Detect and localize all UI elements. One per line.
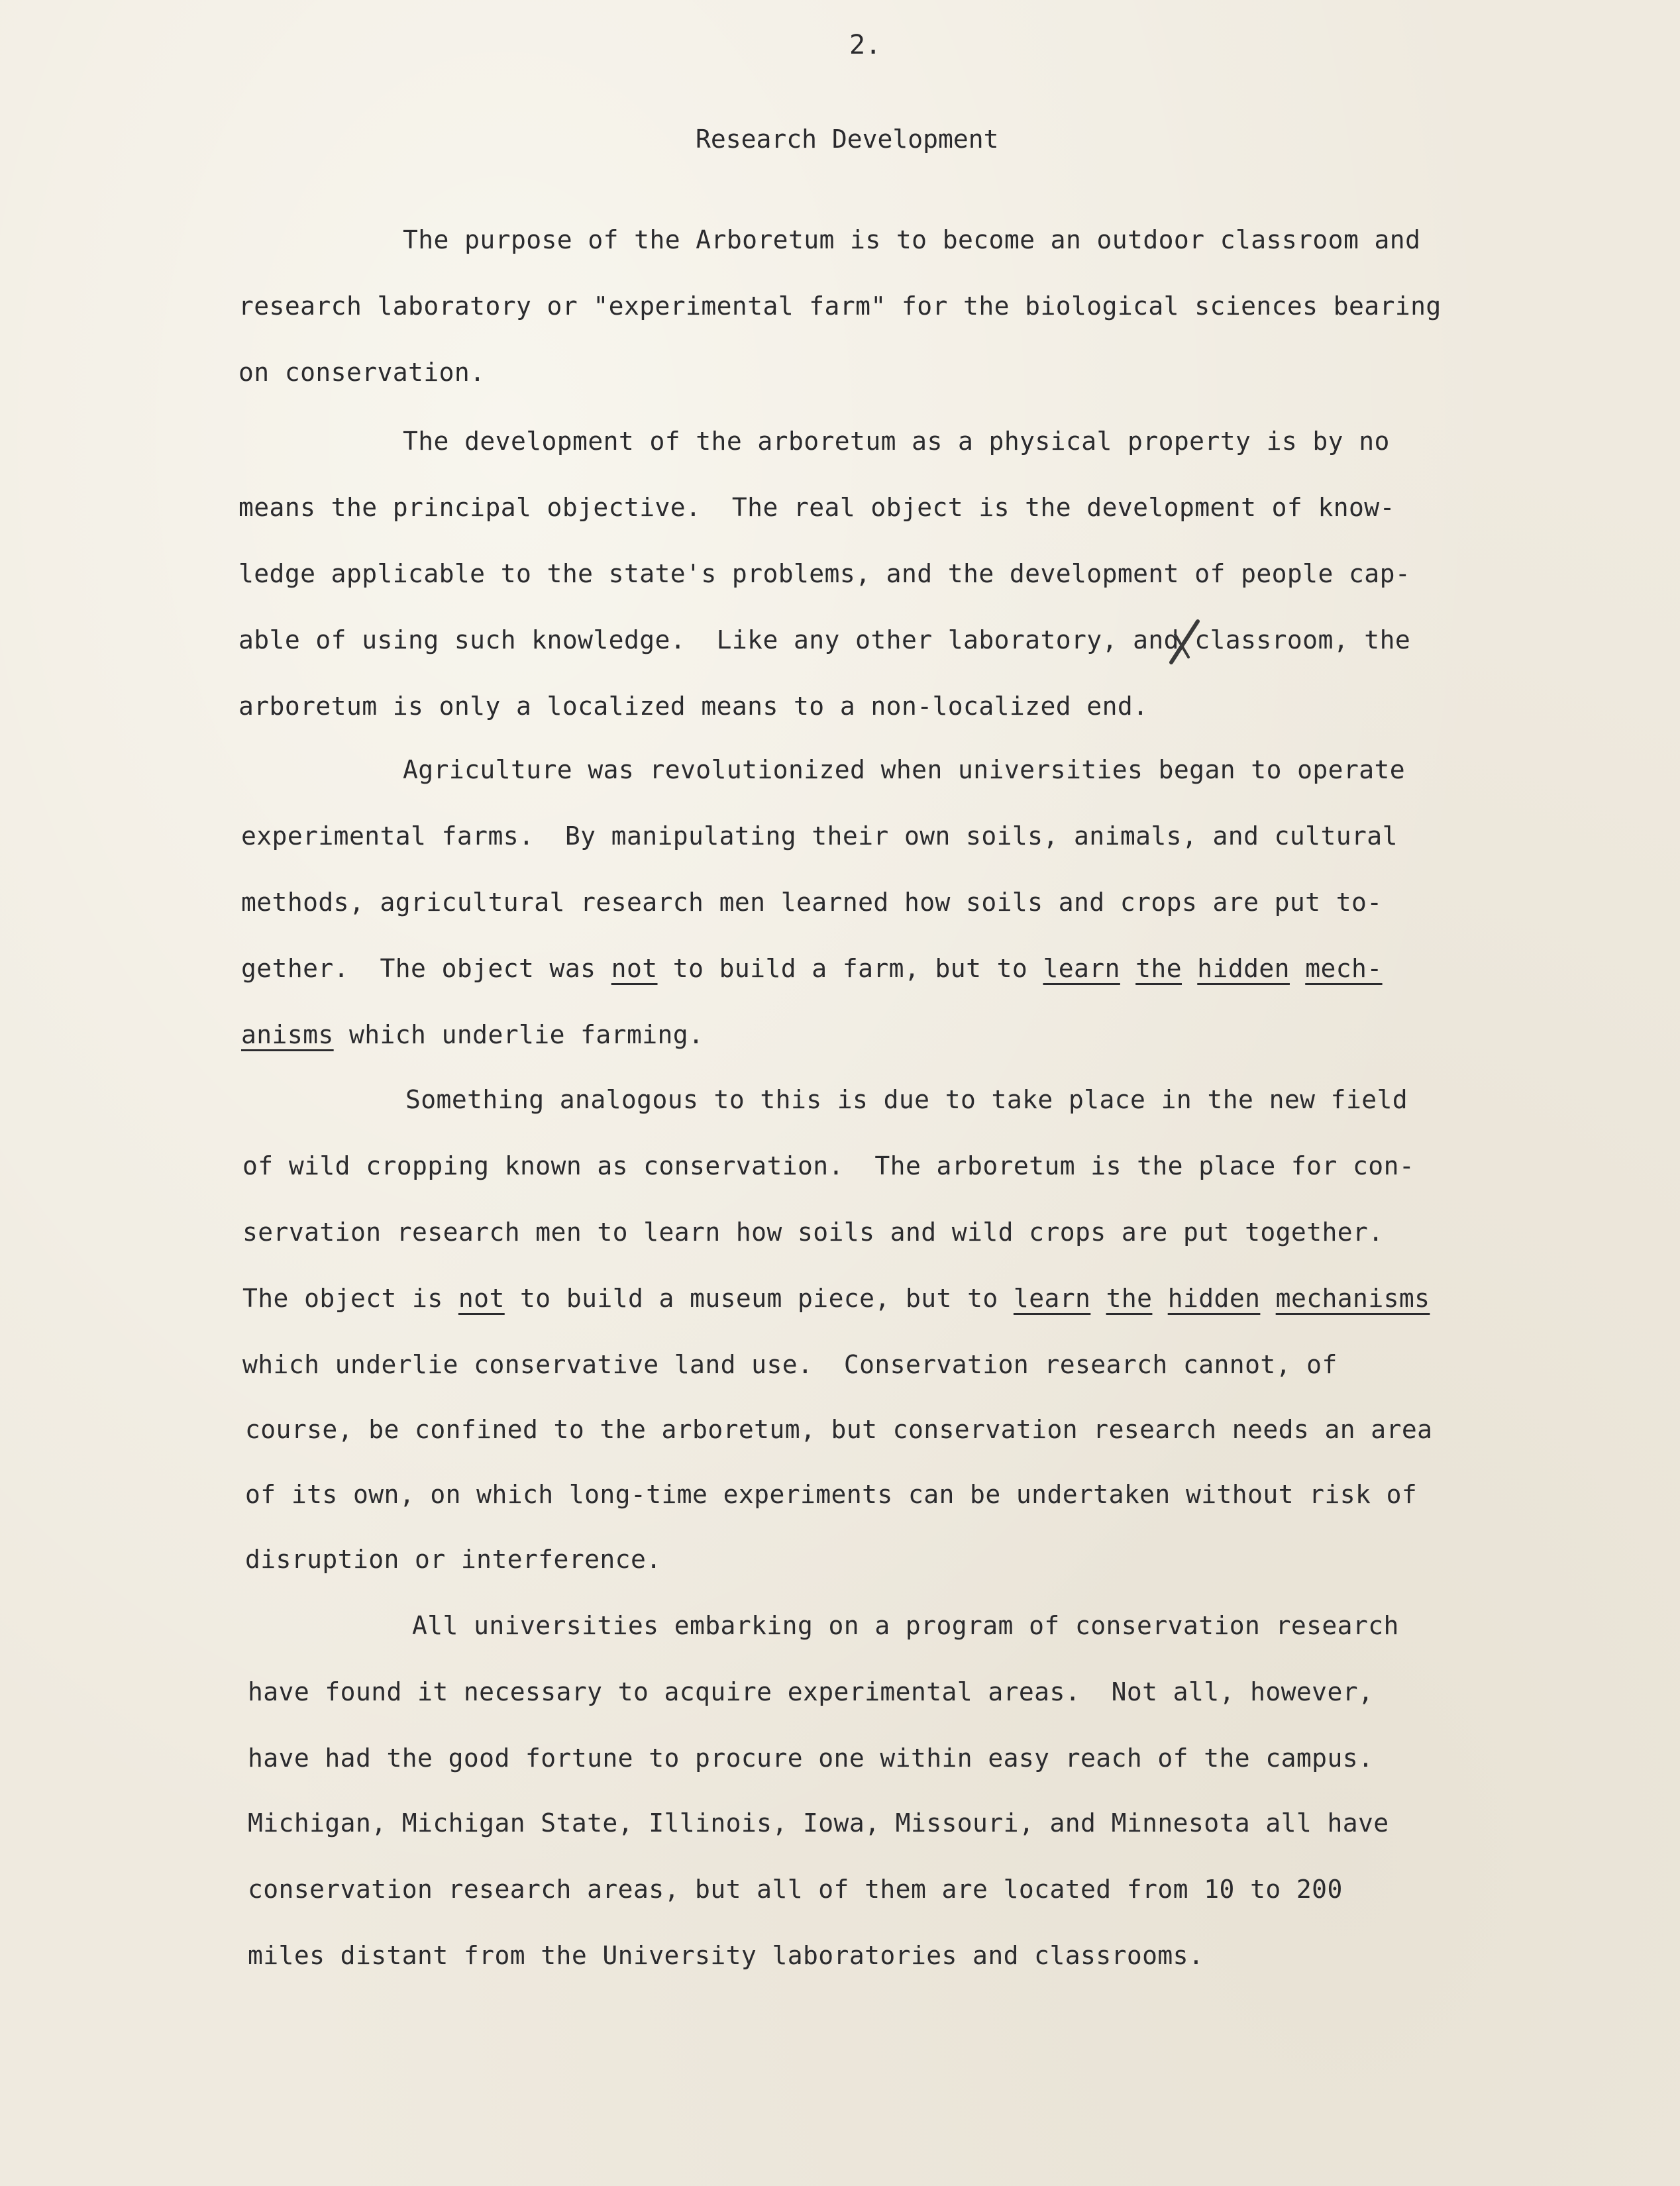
text-run: to build a museum piece, but to	[504, 1284, 1014, 1313]
text-line: experimental farms. By manipulating their own soils, animals, and cultural	[241, 821, 1398, 851]
text-line: on conservation.	[238, 358, 486, 387]
text-run	[1090, 1284, 1106, 1313]
text-line: All universities embarking on a program of conservation research	[412, 1611, 1399, 1640]
text-line: disruption or interference.	[245, 1545, 662, 1574]
underlined-word: mechanisms	[1275, 1284, 1430, 1313]
text-line: The development of the arboretum as a physical property is by no	[403, 427, 1390, 456]
underlined-word: learn	[1043, 954, 1120, 983]
text-line: ledge applicable to the state's problems, and the development of people cap-	[238, 559, 1411, 588]
underlined-word: anisms	[241, 1020, 334, 1049]
section-heading: Research Development	[696, 125, 999, 154]
text-line: have had the good fortune to procure one within easy reach of the campus.	[248, 1744, 1374, 1773]
pencil-correction-mark	[1166, 616, 1206, 669]
text-line: The purpose of the Arboretum is to become an outdoor classroom and	[403, 225, 1421, 254]
text-line: Something analogous to this is due to take place in the new field	[405, 1085, 1408, 1114]
text-run	[1182, 954, 1197, 983]
text-line: Michigan, Michigan State, Illinois, Iowa, Missouri, and Minnesota all have	[248, 1808, 1389, 1838]
text-line: means the principal objective. The real object is the development of know-	[238, 493, 1395, 522]
text-line: arboretum is only a localized means to a non-localized end.	[238, 692, 1149, 721]
text-line: Agriculture was revolutionized when universities began to operate	[403, 755, 1406, 784]
text-line: servation research men to learn how soils and wild crops are put together.	[242, 1218, 1384, 1247]
underlined-word: the	[1106, 1284, 1153, 1313]
text-run	[1260, 1284, 1275, 1313]
text-line: conservation research areas, but all of them are located from 10 to 200	[248, 1875, 1343, 1904]
text-run: which underlie farming.	[333, 1020, 704, 1049]
page-number: 2.	[849, 30, 882, 60]
underlined-word: mech-	[1305, 954, 1383, 983]
underlined-word: not	[611, 954, 658, 983]
underlined-word: learn	[1013, 1284, 1091, 1313]
text-line: methods, agricultural research men learned how soils and crops are put to-	[241, 888, 1383, 917]
underlined-word: the	[1135, 954, 1182, 983]
text-run	[1290, 954, 1305, 983]
text-line: of its own, on which long-time experiments can be undertaken without risk of	[245, 1480, 1418, 1509]
text-line: which underlie conservative land use. Conservation research cannot, of	[242, 1350, 1338, 1379]
text-run: to build a farm, but to	[657, 954, 1043, 983]
text-run	[1120, 954, 1135, 983]
text-line: miles distant from the University laboratories and classrooms.	[248, 1941, 1204, 1970]
text-line: course, be confined to the arboretum, but conservation research needs an area	[245, 1415, 1433, 1444]
text-run: gether. The object was	[241, 954, 611, 983]
text-line: have found it necessary to acquire experimental areas. Not all, however,	[248, 1677, 1374, 1706]
text-line-underlined	[241, 949, 1383, 988]
text-line-underlined	[241, 1015, 704, 1055]
text-run	[1152, 1284, 1167, 1313]
underlined-word: not	[458, 1284, 505, 1313]
text-line: research laboratory or "experimental farm" for the biological sciences bearing	[238, 291, 1442, 321]
text-line-underlined	[242, 1278, 1430, 1318]
text-line: of wild cropping known as conservation. The arboretum is the place for con-	[242, 1151, 1415, 1180]
underlined-word: hidden	[1167, 1284, 1261, 1313]
underlined-word: hidden	[1197, 954, 1290, 983]
text-run: The object is	[242, 1284, 458, 1313]
text-line: able of using such knowledge. Like any other laboratory, and classroom, the	[238, 625, 1411, 654]
